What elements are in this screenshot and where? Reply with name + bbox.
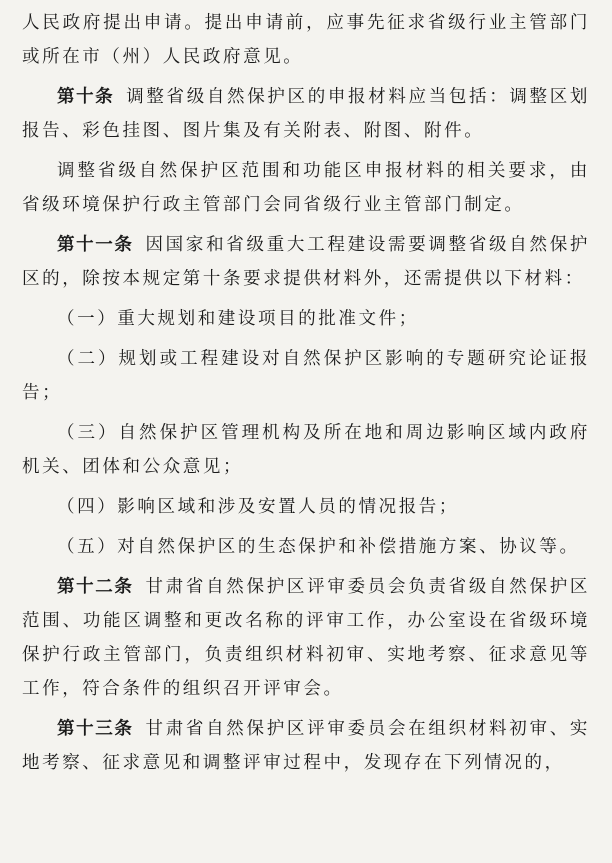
paragraph-text: 因国家和省级重大工程建设需要调整省级自然保护区的，除按本规定第十条要求提供材料外，还需提供以下材料： [22, 235, 591, 289]
article-13-paragraph [22, 712, 590, 780]
paragraph [22, 154, 590, 222]
list-item-3 [22, 416, 590, 484]
list-item-5 [22, 530, 590, 564]
list-item-text: （五）对自然保护区的生态保护和补偿措施方案、协议等。 [57, 537, 580, 557]
list-item-2 [22, 342, 590, 410]
article-12-paragraph [22, 570, 590, 706]
article-11-paragraph [22, 228, 590, 296]
list-item-text: （二）规划或工程建设对自然保护区影响的专题研究论证报告； [22, 349, 590, 403]
paragraph-continuation [22, 6, 590, 74]
article-number: 第十一条 [57, 235, 134, 255]
list-item-1 [22, 302, 590, 336]
paragraph-text: 甘肃省自然保护区评审委员会在组织材料初审、实地考察、征求意见和调整评审过程中，发现存在下列情况的， [22, 719, 591, 773]
list-item-4 [22, 490, 590, 524]
article-number: 第十三条 [57, 719, 134, 739]
article-number: 第十条 [57, 87, 115, 107]
list-item-text: （四）影响区域和涉及安置人员的情况报告； [57, 497, 459, 517]
paragraph-text: 人民政府提出申请。提出申请前，应事先征求省级行业主管部门或所在市（州）人民政府意见。 [22, 13, 590, 67]
list-item-text: （一）重大规划和建设项目的批准文件； [57, 309, 419, 329]
paragraph-text: 甘肃省自然保护区评审委员会负责省级自然保护区范围、功能区调整和更改名称的评审工作，办公室设在省级环境保护行政主管部门，负责组织材料初审、实地考察、征求意见等工作，符合条件的组织召开评审会。 [22, 577, 591, 699]
article-number: 第十二条 [57, 577, 134, 597]
paragraph-text: 调整省级自然保护区的申报材料应当包括：调整区划报告、彩色挂图、图片集及有关附表、附图、附件。 [22, 87, 590, 141]
paragraph-text: 调整省级自然保护区范围和功能区申报材料的相关要求，由省级环境保护行政主管部门会同省级行业主管部门制定。 [22, 161, 590, 215]
list-item-text: （三）自然保护区管理机构及所在地和周边影响区域内政府机关、团体和公众意见； [22, 423, 590, 477]
article-10-paragraph [22, 80, 590, 148]
